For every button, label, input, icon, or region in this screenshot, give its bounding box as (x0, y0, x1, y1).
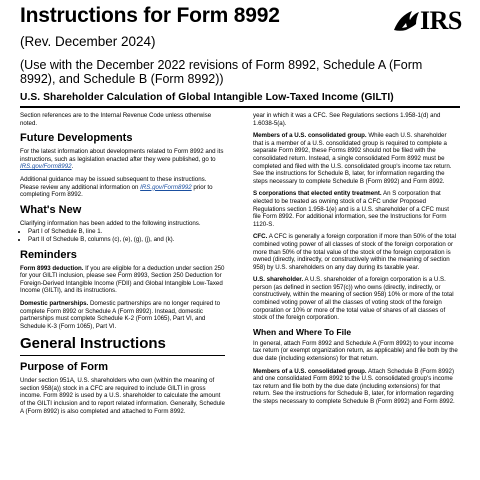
irs-form8992-link-2[interactable]: IRS.gov/Form8992 (140, 183, 192, 191)
whats-new-heading: What's New (20, 203, 82, 216)
members-consolidated-group: Members of a U.S. consolidated group. While each U.S. shareholder that is a member of a U.S. consolidated group is required to complete a separate Form 8992, these Forms 8992 should not be filed with the consolidated return. Instead, a single consolidated Form 8992 must be completed and filed with the U.S. consolidated group's income tax return. See the instructions for Schedule B, later, for information regarding the steps necessary to complete Schedule B (Form 8992) and Form 8992. (253, 132, 452, 185)
irs-logo (392, 6, 464, 36)
revision-note: (Use with the December 2022 revisions of Form 8992, Schedule A (Form 8992), and Schedule B (Form 8992)) (20, 58, 423, 86)
continued-paragraph: year in which it was a CFC. See Regulations sections 1.958-1(d) and 1.6038-5(a). (253, 112, 441, 127)
irs-logo-text: IRS (420, 6, 462, 35)
us-shareholder-definition: U.S. shareholder. A U.S. shareholder of a foreign corporation is a U.S. person (as defined in section 957(c)) who owns (directly, indirectly, or constructively, within the meaning of section 958) 10% or more of the total combined voting power of all the classes of voting stock of the foreign corporation or 10% or more of the total value of shares of all classes of stock of the foreign corporation. (253, 276, 454, 322)
revision-date: (Rev. December 2024) (20, 34, 156, 49)
purpose-of-form-heading: Purpose of Form (20, 361, 109, 374)
whats-new-paragraph: Clarifying information has been added to the following instructions. (20, 219, 201, 227)
irs-form8992-link[interactable]: IRS.gov/Form8992 (20, 163, 72, 171)
whats-new-list (20, 228, 225, 243)
future-developments-heading: Future Developments (20, 132, 133, 145)
document-subtitle: U.S. Shareholder Calculation of Global Intangible Low-Taxed Income (GILTI) (20, 92, 394, 103)
future-paragraph-1: For the latest information about developments related to Form 8992 and its instructions, such as legislation enacted after they were published, go to IRS.gov/Form8992. (20, 148, 224, 171)
document-title: Instructions for Form 8992 (20, 4, 280, 27)
right-column (253, 112, 458, 411)
reminder-form8993: Form 8993 deduction. If you are eligible for a deduction under section 250 for your GILTI inclusion, please see Form 8993, Section 250 Deduction for Foreign-Derived Intangible Income (FDII) and Global Intangible Low-Taxed Income (GILTI), and its instructions. (20, 264, 225, 295)
purpose-paragraph: Under section 951A, U.S. shareholders who own (within the meaning of section 958(a)) stock in a CFC are required to include GILTI in gross income. Form 8992 is used by a U.S. shareholder to calculate the amount of the GILTI inclusion and to report related information. Generally, Schedule A (Form 8992) is also completed and attached to Form 8992. (20, 377, 225, 415)
members-consolidated-group-filing: Members of a U.S. consolidated group. Attach Schedule B (Form 8992) and one consolidated Form 8992 to the U.S. consolidated group's income tax return and file both by the due date (including extensions) for that return. See the instructions for Schedule B, later, for information regarding the steps necessary to complete Schedule B (Form 8992) and Form 8992. (253, 367, 455, 405)
when-where-to-file-heading: When and Where To File (253, 326, 352, 337)
general-instructions-heading: General Instructions (20, 335, 166, 353)
header-rule (20, 106, 460, 108)
reminder-domestic-partnerships: Domestic partnerships. Domestic partnerships are no longer required to complete Form 8992 or Schedule A (Form 8992). Instead, domestic partnerships must complete Schedule K-2 (Form 1065), Part VI, and Schedule K-3 (Form 1065), Part VI. (20, 299, 221, 330)
s-corporations-paragraph: S corporations that elected entity treatment. An S corporation that elected to be treated as owning stock of a CFC under Proposed Regulations section 1.958-1(e) and is a U.S. shareholder of a CFC must file Form 8992. For additional information, see the Instructions for Form 1120-S. (253, 190, 449, 228)
future-paragraph-2: Additional guidance may be issued subsequent to these instructions. Please review any additional information on IRS.gov/Form8992 prior to completing Form 8992. (20, 175, 213, 199)
list-item: • Part II of Schedule B, columns (c), (e), (g), (j), and (k). (28, 236, 225, 244)
list-item: • Part I of Schedule B, line 1. (28, 228, 225, 236)
cfc-definition: CFC. A CFC is generally a foreign corporation if more than 50% of the total combined voting power of all classes of stock of the foreign corporation or more than 50% of the total value of the stock of the foreign corporation is owned (directly, indirectly, or constructively within the meaning of section 958) by U.S. shareholders on any day during its taxable year. (253, 233, 457, 271)
section-divider (20, 355, 225, 356)
when-where-paragraph: In general, attach Form 8992 and Schedule A (Form 8992) to your income tax return (or exempt organization return, as applicable) and file both by the due date (including extensions) for that return. (253, 339, 458, 363)
intro-text: Section references are to the Internal Revenue Code unless otherwise noted. (20, 112, 212, 127)
reminders-heading: Reminders (20, 248, 77, 261)
left-column (20, 112, 225, 420)
